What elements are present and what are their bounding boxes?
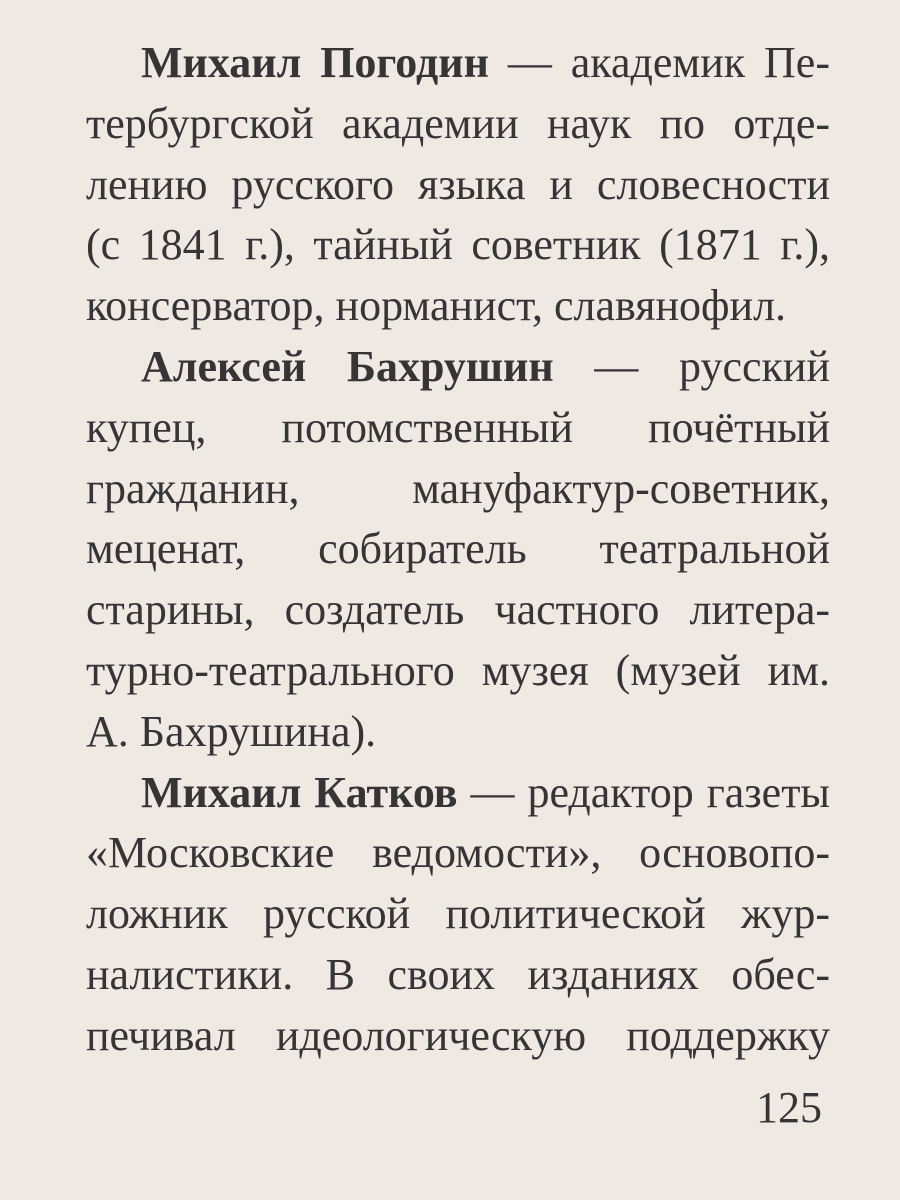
text-line: турно-театрального музея (музей им. — [86, 645, 830, 695]
text-line: лению русского языка и словесности — [86, 159, 830, 209]
person-name: Михаил Катков — [141, 767, 458, 817]
page-number: 125 — [756, 1083, 822, 1132]
page-text — [86, 33, 830, 1067]
person-name: Михаил Погодин — [141, 38, 489, 87]
text-line: налистики. В своих изданиях обес- — [86, 949, 830, 999]
text-line — [86, 33, 830, 94]
paragraph — [86, 763, 830, 1067]
text-line: «Московские ведомости», основопо- — [86, 828, 830, 878]
text-line: гражданин, мануфактур-советник, — [86, 463, 830, 513]
text-line: старины, создатель частного литера- — [86, 585, 830, 635]
text-line: тербургской академии наук по отде- — [86, 98, 830, 148]
person-name: Алексей Бахрушин — [141, 341, 554, 391]
text-line: (с 1841 г.), тайный советник (1871 г.), — [86, 220, 830, 270]
text-line: меценат, собиратель театральной — [86, 524, 830, 574]
description-text: — академик Пе- — [489, 38, 830, 87]
text-line: А. Бахрушина). — [86, 706, 377, 756]
text-line: купец, потомственный почётный — [86, 402, 830, 452]
text-line: печивал идеологическую поддержку — [86, 1010, 830, 1060]
text-line — [86, 337, 830, 398]
paragraph — [86, 337, 830, 763]
text-line: консерватор, норманист, славянофил. — [86, 281, 787, 331]
description-text: — русский — [553, 341, 830, 391]
paragraph — [86, 33, 830, 337]
text-line — [86, 763, 830, 824]
description-text: — редактор газеты — [457, 767, 830, 817]
text-line: ложник русской политической жур- — [86, 889, 830, 939]
